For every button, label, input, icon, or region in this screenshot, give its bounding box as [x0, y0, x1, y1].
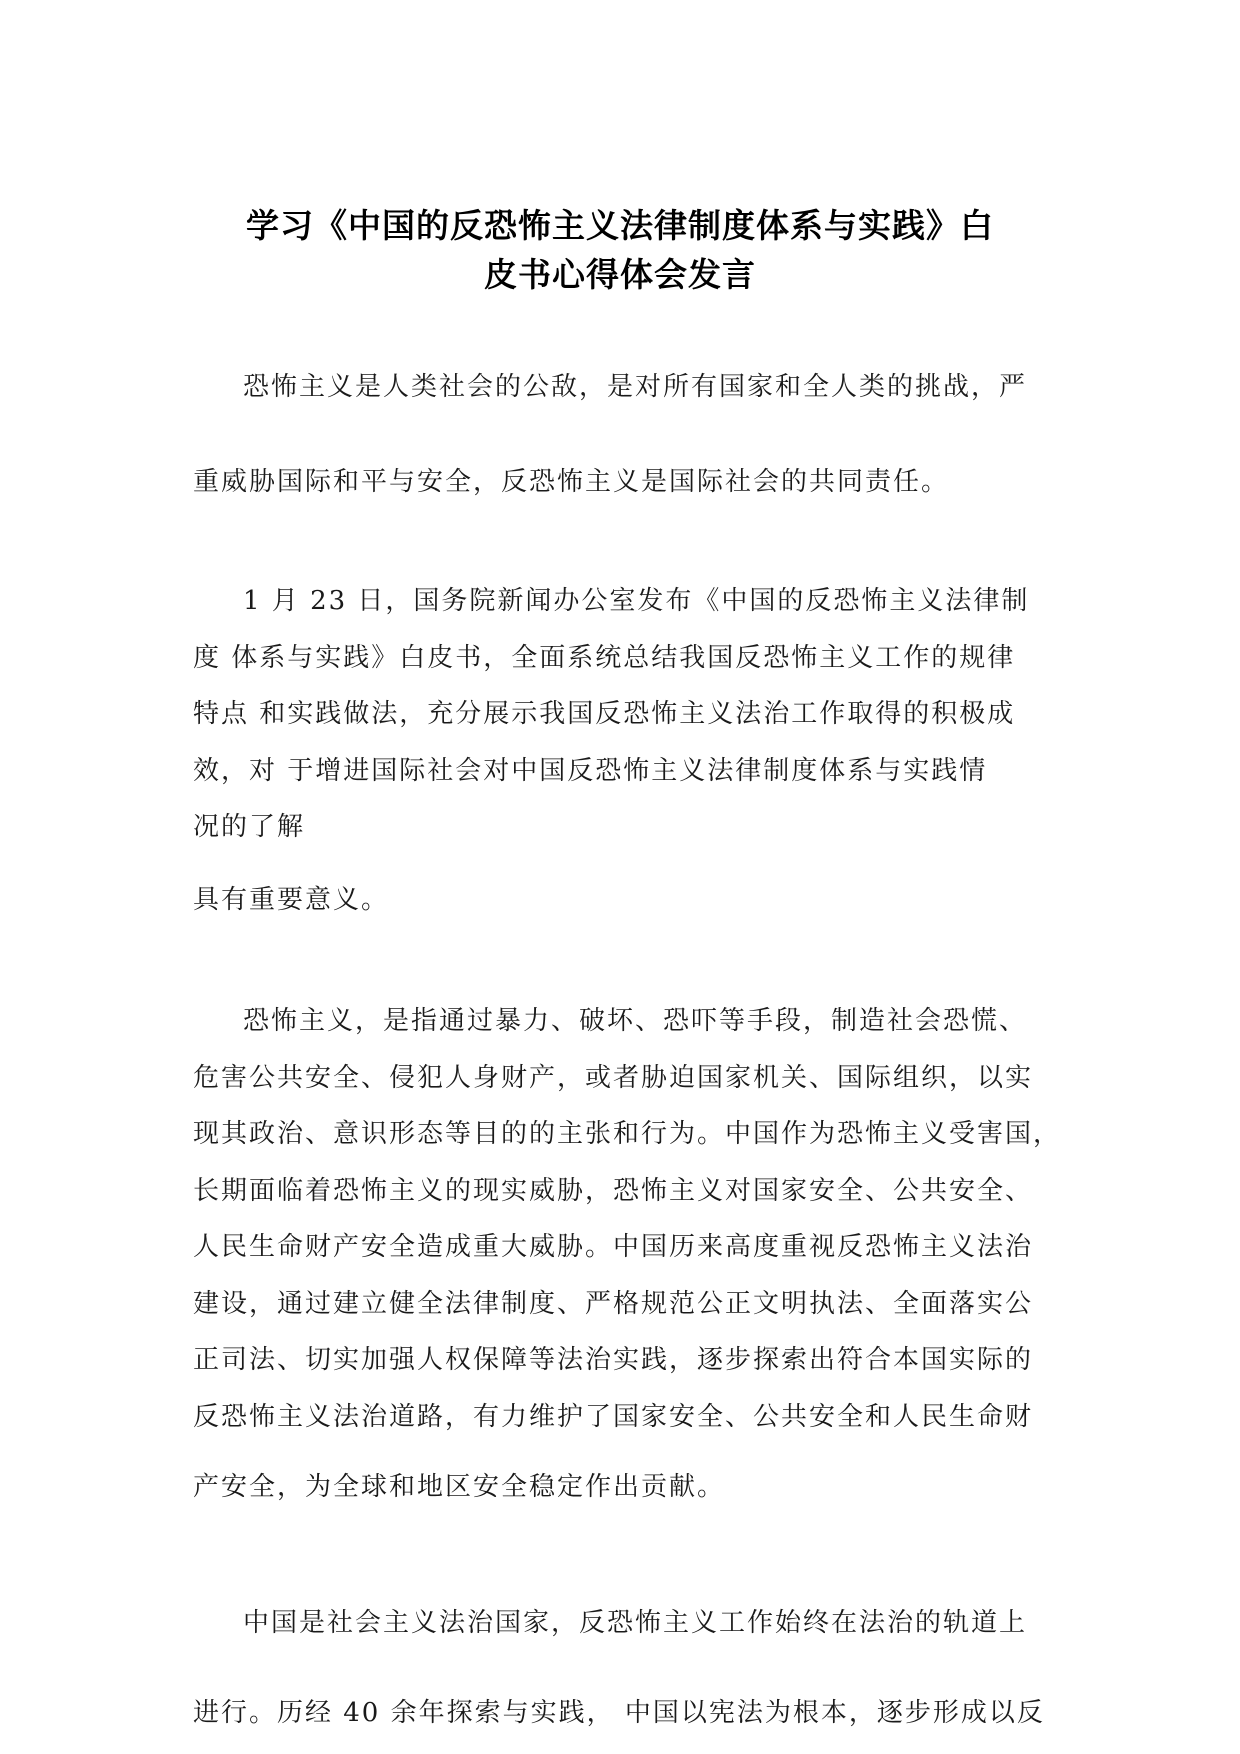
paragraph-2-line-6: 具有重要意义。 — [193, 885, 390, 915]
paragraph-3-line-7: 正司法、切实加强人权保障等法治实践，逐步探索出符合本国实际的 — [193, 1345, 1034, 1375]
paragraph-1-line-1: 恐怖主义是人类社会的公敌，是对所有国家和全人类的挑战，严 — [243, 372, 1028, 402]
paragraph-4-line-2: 进行。历经 40 余年探索与实践， 中国以宪法为根本，逐步形成以反 — [193, 1698, 1045, 1728]
paragraph-3-line-5: 人民生命财产安全造成重大威胁。中国历来高度重视反恐怖主义法治 — [193, 1232, 1034, 1262]
paragraph-2-line-1: 1 月 23 日，国务院新闻办公室发布《中国的反恐怖主义法律制 — [243, 586, 1030, 616]
paragraph-2-line-2: 度 体系与实践》白皮书，全面系统总结我国反恐怖主义工作的规律 — [193, 643, 1016, 673]
paragraph-3-line-1: 恐怖主义，是指通过暴力、破坏、恐吓等手段，制造社会恐慌、 — [243, 1006, 1028, 1036]
paragraph-3-line-3: 现其政治、意识形态等目的的主张和行为。中国作为恐怖主义受害国， — [193, 1119, 1062, 1149]
paragraph-3-line-4: 长期面临着恐怖主义的现实威胁，恐怖主义对国家安全、公共安全、 — [193, 1176, 1034, 1206]
paragraph-2-line-5: 况的了解 — [193, 812, 306, 842]
paragraph-4-line-1: 中国是社会主义法治国家，反恐怖主义工作始终在法治的轨道上 — [243, 1608, 1028, 1638]
paragraph-3-line-9: 产安全，为全球和地区安全稳定作出贡献。 — [193, 1472, 726, 1502]
paragraph-1-line-2: 重威胁国际和平与安全，反恐怖主义是国际社会的共同责任。 — [193, 467, 950, 497]
document-title-line-2: 皮书心得体会发言 — [484, 255, 756, 294]
paragraph-3-line-2: 危害公共安全、侵犯人身财产，或者胁迫国家机关、国际组织，以实 — [193, 1063, 1034, 1093]
paragraph-3-line-6: 建设，通过建立健全法律制度、严格规范公正文明执法、全面落实公 — [193, 1289, 1034, 1319]
paragraph-3-line-8: 反恐怖主义法治道路，有力维护了国家安全、公共安全和人民生命财 — [193, 1402, 1034, 1432]
paragraph-2-line-3: 特点 和实践做法，充分展示我国反恐怖主义法治工作取得的积极成 — [193, 699, 1016, 729]
paragraph-2-line-4: 效，对 于增进国际社会对中国反恐怖主义法律制度体系与实践情 — [193, 756, 988, 786]
document-title-line-1: 学习《中国的反恐怖主义法律制度体系与实践》白 — [246, 206, 994, 245]
